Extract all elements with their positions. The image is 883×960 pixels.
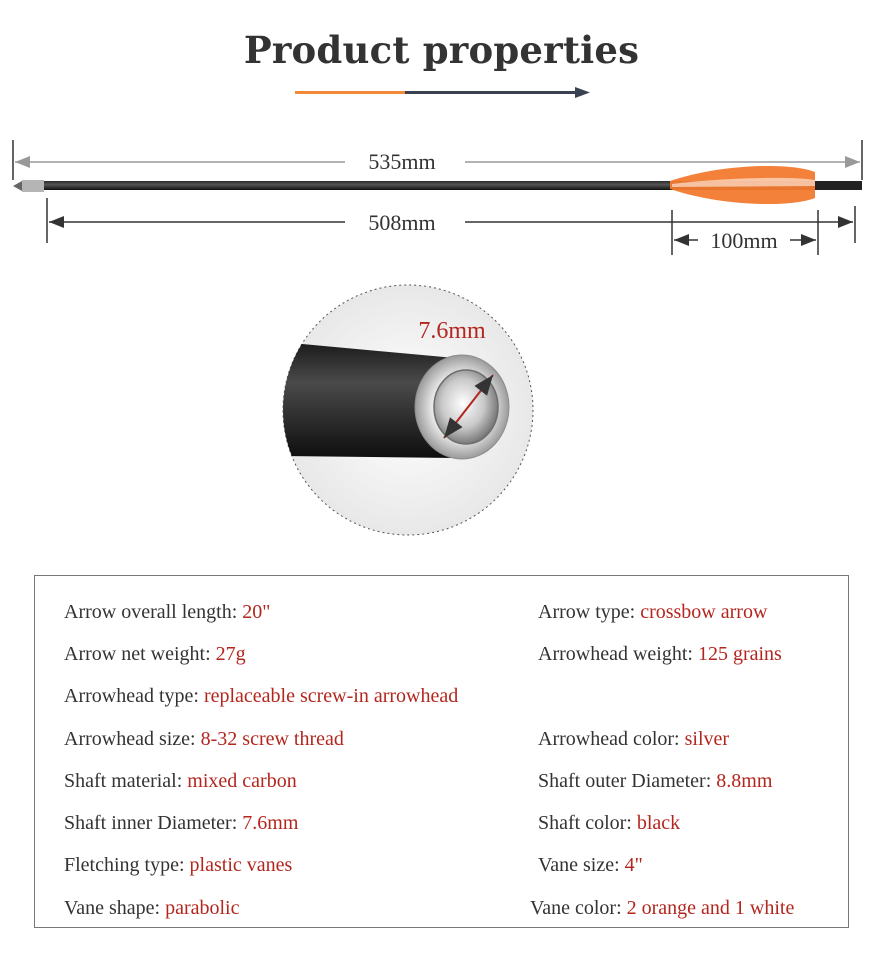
shaft-cross-section-lens [280,285,533,535]
spec-fletching-type: Fletching type: plastic vanes [64,854,293,876]
spec-vane-color: Vane color: 2 orange and 1 white [530,897,795,919]
spec-shaft-material: Shaft material: mixed carbon [64,770,297,792]
spec-arrow-type: Arrow type: crossbow arrow [538,601,768,623]
spec-net-weight: Arrow net weight: 27g [64,643,246,665]
page-title: Product properties [243,28,640,72]
inner-diameter-label: 7.6mm [418,318,486,344]
spec-arrowhead-type: Arrowhead type: replaceable screw-in arrowhead [64,685,459,707]
spec-arrowhead-size: Arrowhead size: 8-32 screw thread [64,728,344,750]
title-underline-arrow [295,86,595,98]
spec-shaft-outer-diameter: Shaft outer Diameter: 8.8mm [538,770,773,792]
fletch-length-label: 100mm [710,228,778,253]
spec-vane-size: Vane size: 4" [538,854,643,876]
spec-table [34,575,849,928]
spec-shaft-inner-diameter: Shaft inner Diameter: 7.6mm [64,812,299,834]
spec-overall-length: Arrow overall length: 20" [64,601,271,623]
shaft-length-label: 508mm [368,210,436,235]
fletch-length-dimension [672,210,818,255]
spec-arrowhead-color: Arrowhead color: silver [538,728,730,750]
spec-arrowhead-weight: Arrowhead weight: 125 grains [538,643,782,665]
arrow-illustration [13,166,862,204]
arrow-diagram [0,120,883,560]
overall-length-label: 535mm [368,149,436,174]
spec-vane-shape: Vane shape: parabolic [64,897,240,919]
spec-shaft-color: Shaft color: black [538,812,681,834]
